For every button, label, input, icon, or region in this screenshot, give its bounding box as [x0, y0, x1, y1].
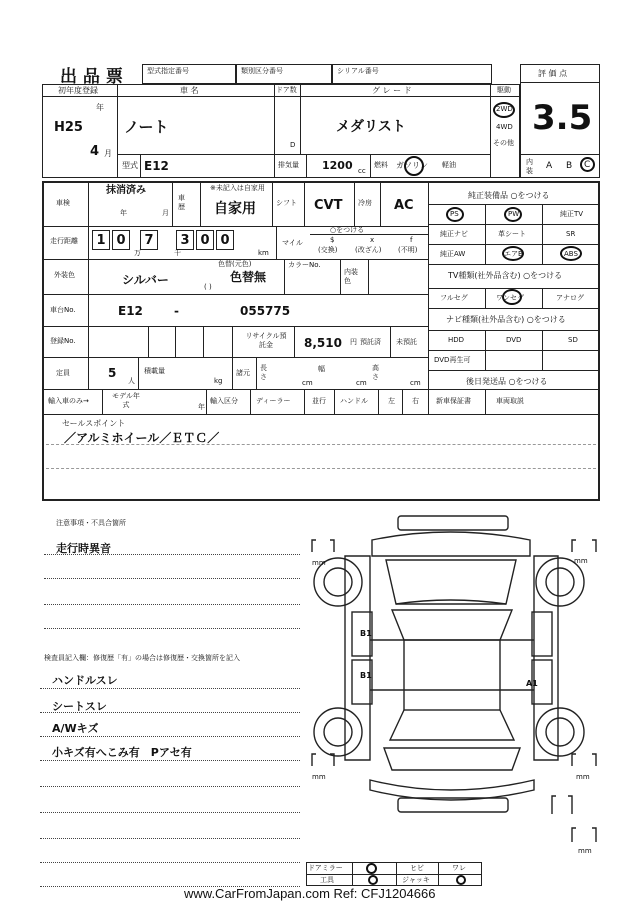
- inspection-month-unit: 月: [162, 209, 169, 217]
- mm-label-spare: mm: [578, 847, 592, 855]
- legend-jack-circle: [456, 875, 466, 885]
- color-no-label: カラーNo.: [288, 261, 321, 269]
- drive-4wd: 4WD: [496, 123, 513, 131]
- serial-label: シリアル番号: [337, 67, 379, 75]
- history-label: 車歴: [178, 194, 185, 211]
- mark-note: ○をつける: [330, 226, 365, 234]
- ac: AC: [394, 198, 414, 213]
- equip-tv: 純正TV: [560, 210, 584, 218]
- import-type-label: 輸入区分: [210, 397, 238, 405]
- interior-label: 内装: [526, 158, 533, 175]
- interior-color-label: 内装色: [344, 268, 358, 285]
- tv-title: TV種類(社外品含む) ○をつける: [448, 271, 563, 280]
- equip-leather: 革シート: [498, 230, 526, 238]
- grade: メダリスト: [336, 119, 406, 135]
- navi-sd: SD: [568, 336, 578, 344]
- year-unit: 年: [96, 103, 104, 112]
- note-item-4: 小キズ有へこみ有 Pアセ有: [52, 746, 192, 759]
- capacity-label: 定員: [56, 369, 70, 377]
- shift-label: シフト: [276, 199, 297, 207]
- mark-x: x: [370, 236, 375, 244]
- drive-other: その他: [493, 139, 514, 147]
- equip-ps: PS: [450, 210, 459, 218]
- notes-line1: 走行時異音: [56, 542, 111, 555]
- chassis-model: E12: [118, 304, 143, 318]
- legend-tool-circle: [368, 875, 378, 885]
- dvd-play: DVD再生可: [434, 356, 471, 364]
- car-name: ノート: [124, 118, 169, 136]
- unit-man: 万: [134, 249, 141, 257]
- navi-title: ナビ種類(社外品含む) ○をつける: [446, 315, 566, 324]
- inspection-year-unit: 年: [120, 209, 127, 217]
- later-manual: 車両取説: [496, 397, 524, 405]
- cm-3: cm: [410, 379, 421, 387]
- first-reg-year: H25: [54, 120, 83, 135]
- legend-tool: 工具: [320, 876, 334, 884]
- mark-unknown: (不明): [398, 246, 418, 254]
- cc-unit: cc: [358, 167, 366, 175]
- mm-label-rr: mm: [576, 773, 590, 781]
- repaint-label: 色替(元色): [218, 260, 252, 268]
- handle-left: 左: [388, 397, 395, 405]
- fuel-gasoline: ガソリン: [396, 161, 428, 170]
- history-note: ※未記入は自家用: [210, 184, 265, 192]
- chassis-no: 055775: [240, 304, 291, 318]
- mark-f: f: [410, 236, 413, 244]
- damage-b1-a: B1: [360, 629, 372, 638]
- legend-ware: ワレ: [452, 864, 466, 872]
- len-label: 長さ: [260, 364, 267, 381]
- score-label: 評 価 点: [538, 69, 568, 78]
- deposit-no: 未預託: [396, 338, 417, 346]
- mileage-label: 走行距離: [50, 237, 78, 245]
- chassis-label: 車台No.: [50, 306, 76, 314]
- wid-label: 幅: [318, 365, 325, 373]
- equip-airbag: エアB: [504, 250, 523, 258]
- drive-label: 駆動: [497, 86, 511, 94]
- unit-km: km: [258, 249, 269, 257]
- legend-jack: ジャッキ: [402, 876, 430, 884]
- parallel: 並行: [312, 397, 326, 405]
- drive-2wd: 2WD: [496, 105, 513, 113]
- handle-label: ハンドル: [340, 397, 368, 405]
- model-label: 型式: [122, 161, 138, 170]
- fuel-label: 燃料: [374, 161, 388, 169]
- inspector-label: 検査員記入欄：修復歴「有」の場合は修復歴・交換箇所を記入: [44, 654, 240, 662]
- model: E12: [144, 159, 169, 173]
- mark-dollar: $: [330, 236, 335, 244]
- mileage-digit: 3: [176, 230, 194, 250]
- interior-a: A: [546, 161, 553, 171]
- note-item-2: シートスレ: [52, 700, 107, 713]
- divider: [438, 862, 439, 886]
- navi-dvd: DVD: [506, 336, 522, 344]
- equip-aw: 純正AW: [440, 250, 466, 258]
- person-unit: 人: [128, 377, 135, 385]
- divider: [352, 862, 353, 886]
- color-label: 外装色: [54, 271, 75, 279]
- mileage-digit: 7: [140, 230, 158, 250]
- first-reg-month: 4: [90, 144, 100, 159]
- first-reg-label: 初年度登録: [58, 86, 98, 95]
- tv-analog: アナログ: [556, 294, 584, 302]
- car-name-label: 車 名: [180, 86, 199, 95]
- damage-b1-b: B1: [360, 671, 372, 680]
- notes-label: 注意事項・不具合箇所: [56, 519, 126, 527]
- fuel-diesel: 軽油: [442, 161, 456, 169]
- footer-watermark: www.CarFromJapan.com Ref: CFJ1204666: [184, 886, 436, 901]
- equip-navi: 純正ナビ: [440, 230, 468, 238]
- ac-label: 冷房: [358, 199, 372, 207]
- tv-fullseg: フルセグ: [440, 294, 468, 302]
- capacity: 5: [108, 366, 117, 380]
- kg-unit: kg: [214, 377, 223, 385]
- model-year-label: モデル年式: [112, 392, 140, 409]
- history: 自家用: [214, 201, 256, 217]
- reg-no-label: 登録No.: [50, 337, 76, 345]
- recycle-label: リサイクル預託金: [245, 332, 287, 349]
- later-title: 後日発送品 ○をつける: [466, 377, 548, 386]
- unit-sen: 千: [174, 249, 181, 257]
- displacement: 1200: [322, 159, 353, 172]
- cm-1: cm: [302, 379, 313, 387]
- import-label: 輸入車のみ→: [48, 397, 89, 405]
- mileage-digit: 0: [216, 230, 234, 250]
- repaint-paren: ( ): [204, 283, 212, 291]
- legend-mirror-circle: [366, 863, 377, 874]
- navi-hdd: HDD: [448, 336, 465, 344]
- sales-text: ／アルミホイール／ＥＴＣ／: [64, 431, 220, 445]
- divider: [396, 862, 397, 886]
- mileage-digit: 0: [112, 230, 130, 250]
- recycle: 8,510: [304, 336, 342, 350]
- color: シルバー: [122, 273, 169, 287]
- handle-right: 右: [412, 397, 419, 405]
- sheet-title: 出 品 票: [60, 67, 123, 87]
- doors-label: ドア数: [276, 86, 297, 94]
- dims-label: 諸元: [236, 369, 250, 377]
- dealer: ディーラー: [256, 397, 291, 405]
- shift: CVT: [314, 198, 343, 213]
- inspection: 抹消済み: [106, 185, 146, 196]
- divider: [306, 874, 482, 875]
- grade-label: グ レ ー ド: [372, 86, 412, 95]
- mm-label-fr: mm: [574, 557, 588, 565]
- type-code-label: 型式指定番号: [147, 67, 189, 75]
- month-unit: 月: [104, 149, 112, 158]
- equip-pw: PW: [508, 210, 520, 218]
- recycle-unit: 円: [350, 338, 357, 346]
- mark-exchange: (交換): [318, 246, 338, 254]
- model-year-unit: 年: [198, 403, 205, 411]
- inspection-label: 車検: [56, 199, 70, 207]
- legend-mirror: ドアミラー: [308, 864, 343, 872]
- score-value: 3.5: [532, 98, 593, 138]
- interior-c: C: [584, 160, 591, 170]
- mm-label-fl: mm: [312, 559, 326, 567]
- equip-title: 純正装備品 ○をつける: [468, 191, 550, 200]
- mm-label-rl: mm: [312, 773, 326, 781]
- sales-label: セールスポイント: [62, 419, 126, 428]
- later-warranty: 新車保証書: [436, 397, 471, 405]
- legend-hibi: ヒビ: [410, 864, 424, 872]
- mile-label: マイル: [282, 239, 303, 247]
- tv-oneseg: ワンセグ: [496, 294, 524, 302]
- category-code-label: 類別区分番号: [241, 67, 283, 75]
- hei-label: 高さ: [372, 364, 379, 381]
- equip-sr: SR: [566, 230, 576, 238]
- cm-2: cm: [356, 379, 367, 387]
- note-item-1: ハンドルスレ: [52, 674, 118, 687]
- chassis-dash: -: [174, 304, 179, 318]
- deposit-yes: 預託済: [360, 338, 381, 346]
- repaint: 色替無: [230, 270, 267, 284]
- damage-a1: A1: [526, 679, 538, 688]
- mileage-digit: 0: [196, 230, 214, 250]
- displacement-label: 排気量: [278, 161, 299, 169]
- mark-altered: (改ざん): [355, 246, 382, 254]
- equip-abs: ABS: [564, 250, 578, 258]
- load-label: 積載量: [144, 367, 165, 375]
- note-item-3: A/Wキズ: [52, 722, 99, 735]
- door-suffix: D: [290, 141, 296, 149]
- mileage-digit: 1: [92, 230, 110, 250]
- interior-b: B: [566, 161, 573, 171]
